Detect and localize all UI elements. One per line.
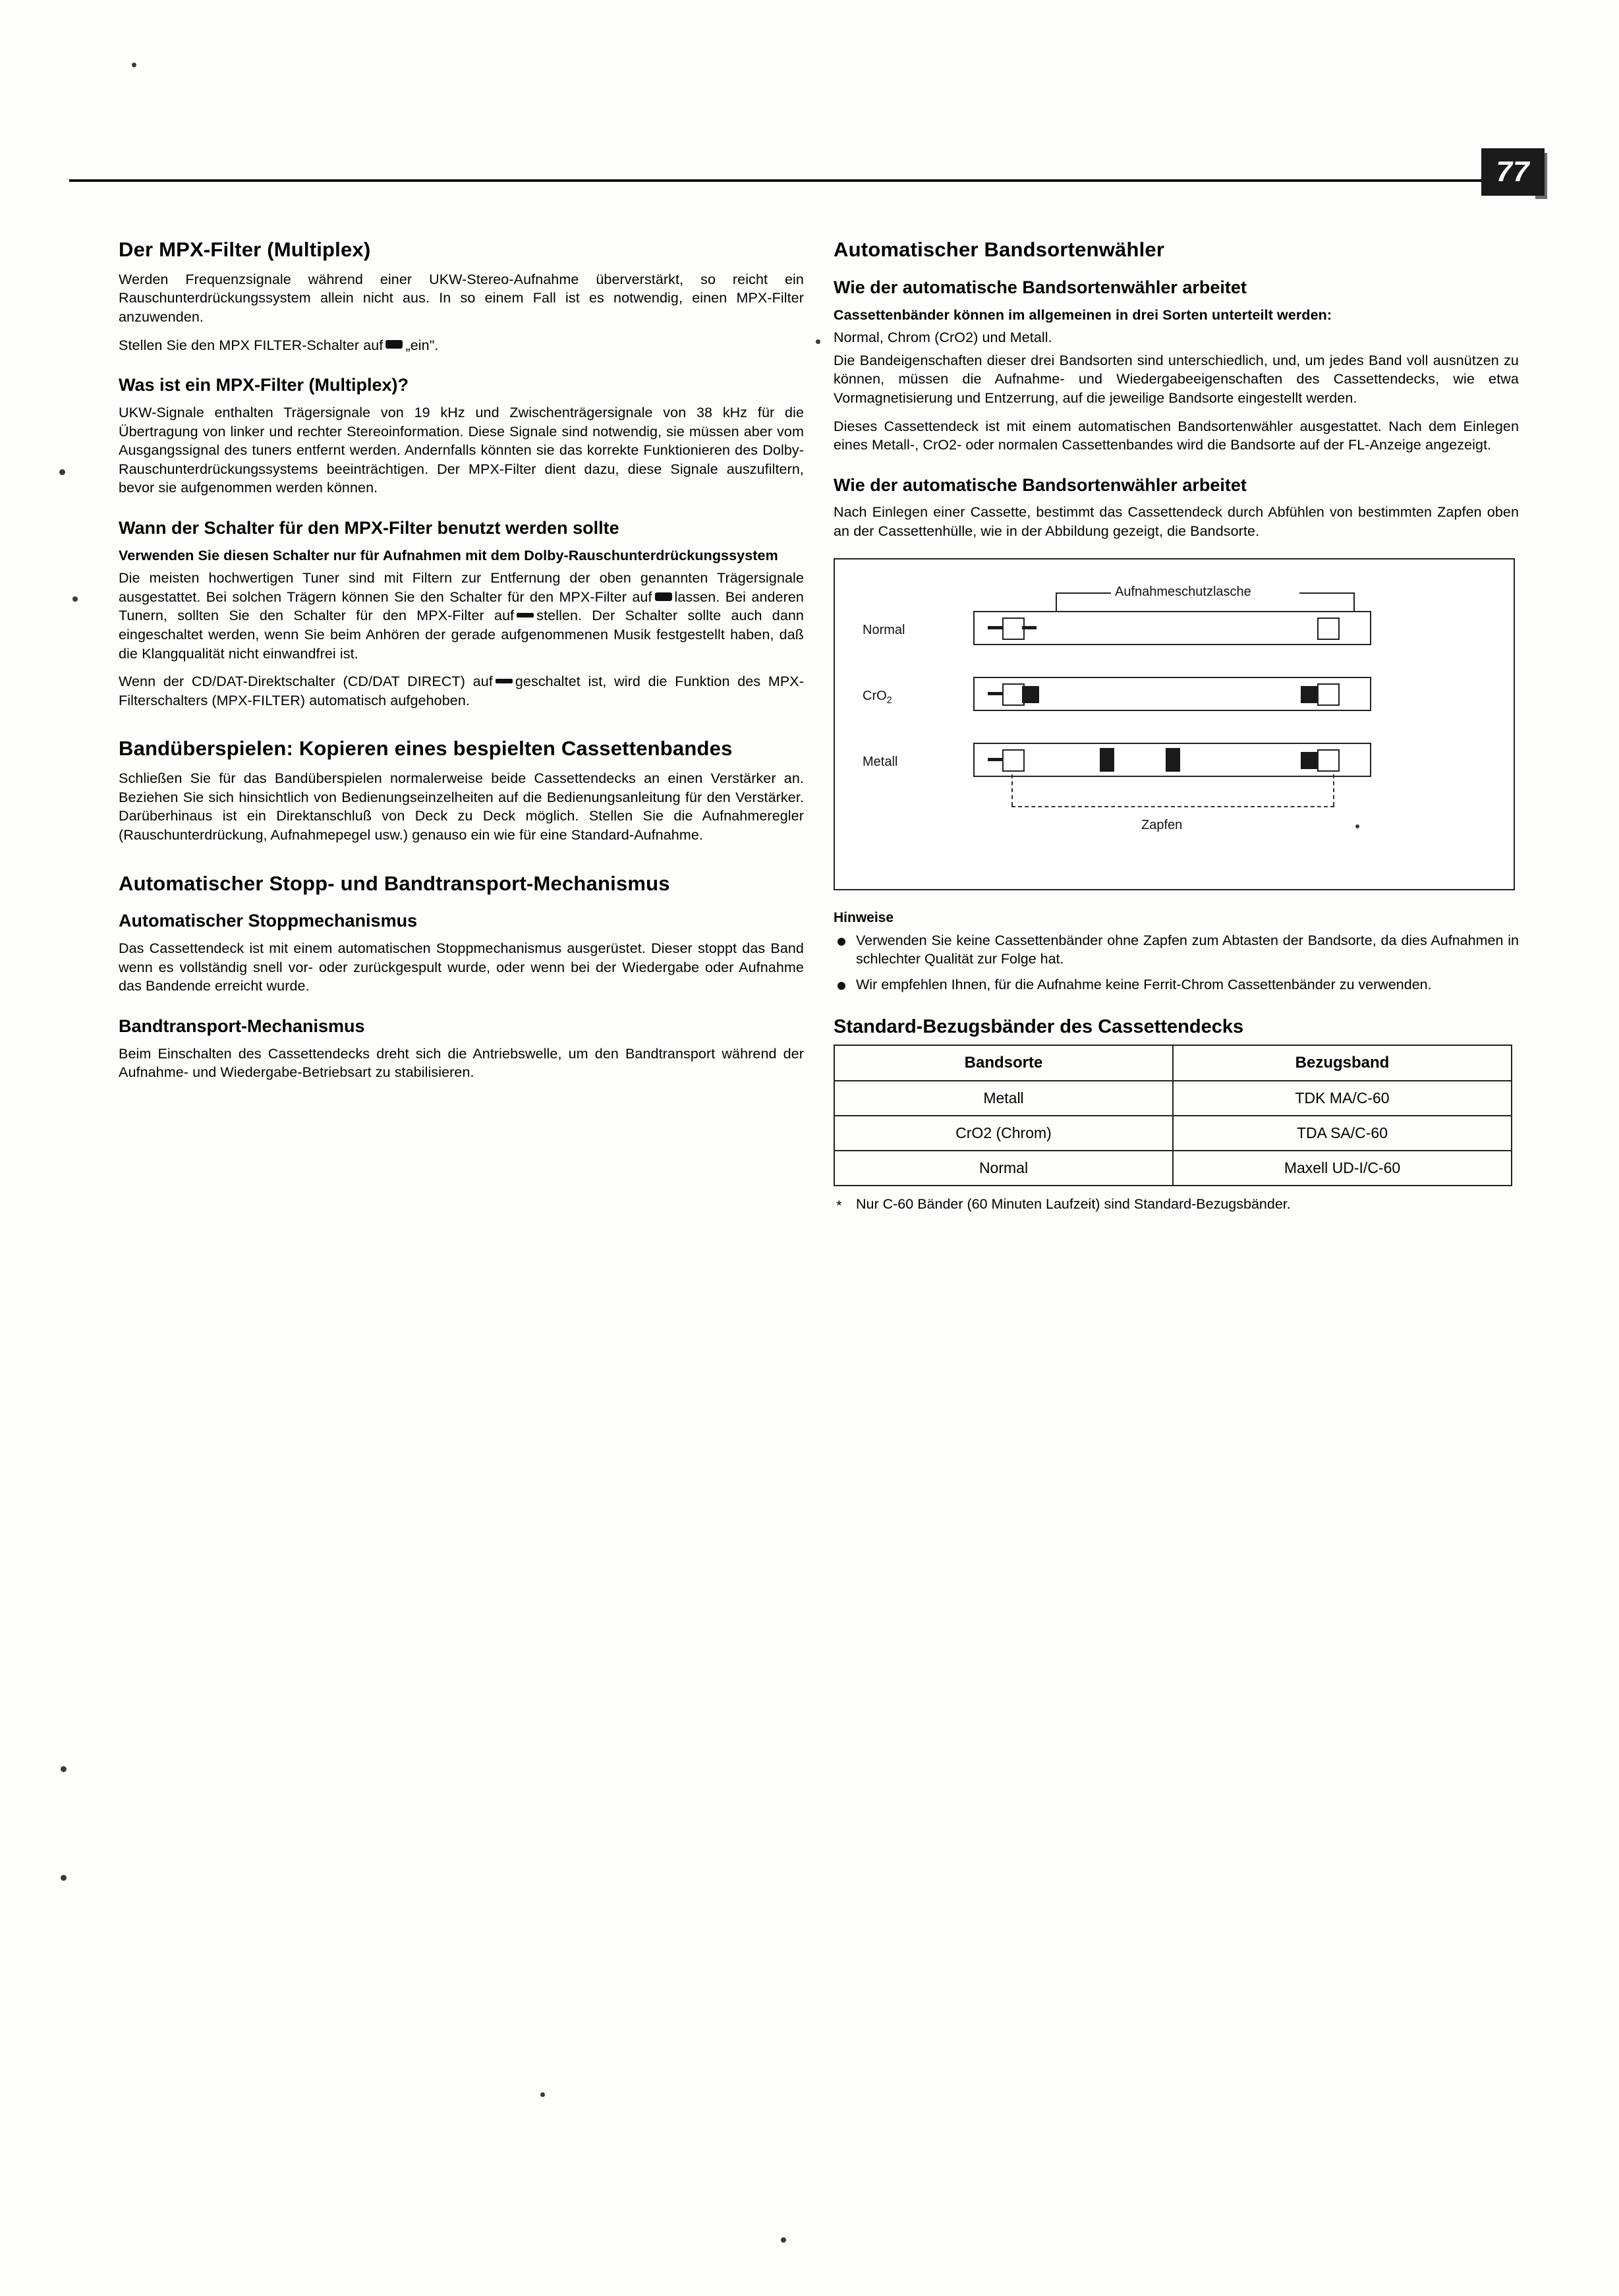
footnote-text: Nur C-60 Bänder (60 Minuten Laufzeit) sind Standard-Bezugsbänder. [856, 1196, 1291, 1213]
paragraph-cd-dat-direct [119, 672, 804, 710]
page-number: 77 [1481, 148, 1545, 196]
notes-heading: Hinweise [834, 909, 894, 925]
notch-left [988, 758, 1002, 761]
heading-dubbing: Bandüberspielen: Kopieren eines bespielten Cassettenbandes [119, 737, 733, 761]
paragraph-tuner-filters [119, 569, 804, 663]
notch-left [988, 692, 1002, 695]
table-cell-type: CrO2 (Chrom) [834, 1116, 1173, 1151]
write-protect-tab-right [1317, 683, 1340, 706]
bracket-line [1056, 592, 1111, 594]
left-column [119, 237, 804, 1091]
switch-off-icon [517, 613, 534, 617]
cassette-detection-figure [834, 558, 1515, 890]
scan-speck [132, 63, 136, 67]
write-protect-tab-left [1002, 617, 1025, 640]
heading-tape-transport: Bandtransport-Mechanismus [119, 1016, 365, 1036]
table-cell-type: Normal [834, 1151, 1173, 1186]
table-header-bezugsband: Bezugsband [1173, 1045, 1512, 1081]
mpx-switch-text-before: Stellen Sie den MPX FILTER-Schalter auf [119, 337, 383, 353]
callout-dashed-vertical-right [1333, 774, 1334, 806]
paragraph-tape-transport: Beim Einschalten des Cassettendecks dreht sich die Antriebswelle, um den Bandtransport während der Aufnahme- und Wiedergabe-Betriebsart zu stabilisieren. [119, 1045, 804, 1081]
scan-speck [61, 1875, 67, 1881]
cassette-shell-cro2 [973, 677, 1371, 711]
table-header-bandsorte: Bandsorte [834, 1045, 1173, 1081]
paragraph-auto-stop: Das Cassettendeck ist mit einem automatischen Stoppmechanismus ausgerüstet. Dieser stoppt das Band wenn es vollständig snell vor- oder zurückgespult wurde, oder wenn bei der Wiedergabe oder Aufnahme das Bandende erreicht wurde. [119, 940, 804, 994]
paragraph-what-is-mpx: UKW-Signale enthalten Trägersignale von 19 kHz und Zwischenträgersignale von 38 kHz für die Übertragung von linker und rechter Stereoinformation. Diese Signale sind notwendig, sie müssen aber vom Ausgangssignal des tuners entfernt werden. Andernfalls könnten sie das korrekte Funktionieren des Dolby-Rauschunterdrückungssystems beeinträchtigen. Der MPX-Filter dient dazu, diese Signale auszufiltern, bevor sie aufgenommen werden können. [119, 404, 804, 496]
tuner-text-b: lassen. Bei anderen Tunern, sollten Sie den Schalter für den MPX-Filter auf [119, 588, 804, 624]
paragraph-tape-properties: Die Bandeigenschaften dieser drei Bandsorten sind unterschiedlich, und, um jedes Band voll ausnützen zu können, müssen die Aufnahme- und Wiedergabeeigenschaften des Cassettendecks, wie etwa Vormagnetisierung und Entzerrung, auf die jeweilige Bandsorte eingestellt werden. [834, 352, 1519, 406]
table-cell-reference: TDA SA/C-60 [1173, 1116, 1512, 1151]
cassette-shell-metall [973, 743, 1371, 777]
note-item: Wir empfehlen Ihnen, für die Aufnahme keine Ferrit-Chrom Cassettenbänder zu verwenden. [834, 975, 1519, 994]
detection-hole-cro2-right [1301, 686, 1318, 703]
figure-label-zapfen: Zapfen [1141, 817, 1183, 832]
switch-on-icon [655, 592, 672, 601]
reference-table-heading: Standard-Bezugsbänder des Cassettendecks [834, 1016, 1244, 1038]
figure-label-write-protect: Aufnahmeschutzlasche [1115, 584, 1251, 599]
mpx-switch-text-after: „ein". [405, 337, 439, 353]
cddat-text-a: Wenn der CD/DAT-Direktschalter (CD/DAT DIRECT) auf [119, 674, 493, 690]
table-row [834, 1081, 1512, 1116]
heading-auto-stop: Automatischer Stoppmechanismus [119, 911, 418, 931]
heading-what-is-mpx: Was ist ein MPX-Filter (Multiplex)? [119, 375, 409, 395]
footnote-marker: * [836, 1197, 842, 1215]
callout-dashed-vertical-left [1011, 774, 1013, 806]
scan-speck [59, 469, 65, 475]
notch-left [988, 626, 1002, 629]
scan-speck [816, 339, 820, 344]
write-protect-tab-left [1002, 683, 1025, 706]
paragraph-type-names: Normal, Chrom (CrO2) und Metall. [834, 330, 1052, 346]
heading-when-to-use-switch: Wann der Schalter für den MPX-Filter benutzt werden sollte [119, 517, 619, 538]
table-cell-reference: TDK MA/C-60 [1173, 1081, 1512, 1116]
detection-hole-cro2-left [1022, 686, 1039, 703]
scan-speck [61, 1766, 67, 1772]
right-column [834, 237, 1519, 1214]
scan-speck [540, 2092, 545, 2097]
table-row [834, 1116, 1512, 1151]
table-cell-type: Metall [834, 1081, 1173, 1116]
table-cell-reference: Maxell UD-I/C-60 [1173, 1151, 1512, 1186]
heading-mpx-filter: Der MPX-Filter (Multiplex) [119, 238, 371, 261]
scan-speck [781, 2237, 786, 2243]
cassette-shell-normal [973, 611, 1371, 645]
scan-speck [72, 596, 78, 602]
paragraph-mpx-switch [119, 336, 804, 355]
heading-how-selector-works-1: Wie der automatische Bandsortenwähler arbeitet [834, 277, 1247, 297]
detection-hole-metall-1 [1100, 748, 1114, 772]
figure-row-label-metall: Metall [863, 754, 898, 769]
tuner-text-c: stellen. Der Schalter sollte auch dann eingeschaltet werden, wenn Sie beim Anhören der gerade aufgenommenen Musik festgestellt haben, daß die Klangqualität nicht einwandfrei ist. [119, 608, 804, 662]
header-rule [69, 179, 1545, 182]
switch-off-icon [496, 679, 513, 683]
heading-auto-stop-transport: Automatischer Stopp- und Bandtransport-Mechanismus [119, 871, 670, 895]
write-protect-tab-right [1317, 617, 1340, 640]
table-header-row [834, 1045, 1512, 1081]
paragraph-three-types: Cassettenbänder können im allgemeinen in drei Sorten unterteilt werden: [834, 306, 1332, 323]
scan-speck [1355, 824, 1359, 828]
switch-on-icon [385, 340, 403, 349]
heading-how-selector-works-2: Wie der automatische Bandsortenwähler arbeitet [834, 474, 1247, 495]
tuner-text-a: Die meisten hochwertigen Tuner sind mit Filtern zur Entfernung der oben genannten Trägersignale ausgestattet. Bei solchen Trägern können Sie den Schalter für den MPX-Filter auf [119, 570, 804, 605]
cddat-text-b: geschaltet ist, wird die Funktion des MPX-Filterschalters (MPX-FILTER) automatisch aufgehoben. [119, 674, 805, 708]
detection-hole-metall-3 [1301, 752, 1318, 769]
callout-dashed-horizontal [1011, 806, 1334, 807]
notch-right [1022, 626, 1037, 629]
paragraph-use-only-dolby: Verwenden Sie diesen Schalter nur für Aufnahmen mit dem Dolby-Rauschunterdrückungssystem [119, 547, 778, 563]
table-footnote [834, 1195, 1519, 1214]
figure-row-label-normal: Normal [863, 622, 905, 637]
paragraph-mpx-intro: Werden Frequenzsignale während einer UKW-Stereo-Aufnahme überverstärkt, so reicht ein Rauschunterdrückungssystem allein nicht aus. In so einem Fall ist es notwendig, einen MPX-Filter anzuwenden. [119, 271, 804, 325]
notes-list [834, 931, 1519, 994]
paragraph-dubbing: Schließen Sie für das Bandüberspielen normalerweise beide Cassettendecks an einen Verstärker an. Beziehen Sie sich hinsichtlich von Bedienungseinzelheiten auf die Bedienungsanleitung für den Verstärker. Darüberhinaus ist ein Direktanschluß von Deck zu Deck möglich. Stellen Sie die Aufnahmeregler (Rauschunterdrückung, Aufnahmepegel usw.) genauso ein wie für eine Standard-Aufnahme. [119, 770, 804, 843]
heading-auto-tape-selector: Automatischer Bandsortenwähler [834, 238, 1165, 261]
write-protect-tab-left [1002, 749, 1025, 772]
reference-tape-table [834, 1045, 1512, 1186]
note-item: Verwenden Sie keine Cassettenbänder ohne Zapfen zum Abtasten der Bandsorte, da dies Aufnahmen in schlechter Qualität zur Folge hat. [834, 931, 1519, 969]
paragraph-detection: Nach Einlegen einer Cassette, bestimmt das Cassettendeck durch Abfühlen von bestimmten Zapfen oben an der Cassettenhülle, wie in der Abbildung gezeigt, die Bandsorte. [834, 504, 1519, 540]
table-row [834, 1151, 1512, 1186]
figure-row-label-cro2: CrO$_2$ [863, 688, 892, 706]
paragraph-selector-equipped: Dieses Cassettendeck ist mit einem automatischen Bandsortenwähler ausgestattet. Nach dem Einlegen eines Metall-, CrO2- oder normalen Cassettenbandes wird die Bandsorte auf der FL-Anzeige angezeigt. [834, 418, 1519, 453]
bracket-line [1299, 592, 1355, 594]
write-protect-tab-right [1317, 749, 1340, 772]
detection-hole-metall-2 [1166, 748, 1180, 772]
